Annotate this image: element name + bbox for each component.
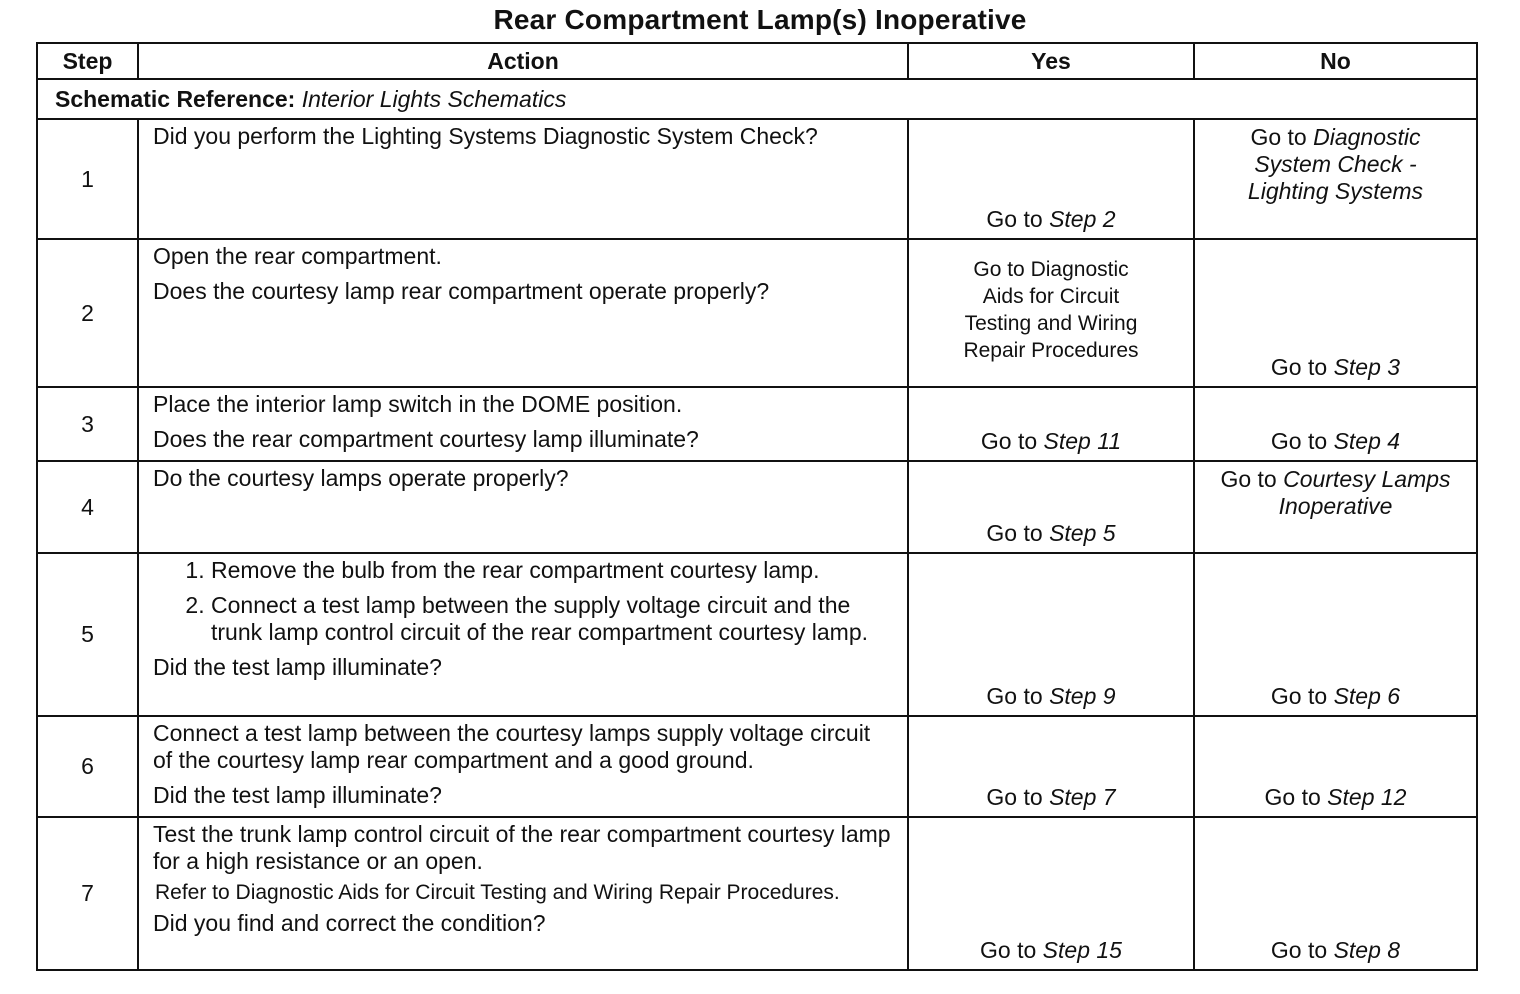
action-reference: Refer to Diagnostic Aids for Circuit Testing and Wiring Repair Procedures. <box>155 881 840 904</box>
action-text: Test the trunk lamp control circuit of the rear compartment courtesy lamp for a high resistance or an open. <box>153 821 891 874</box>
action-cell <box>138 817 908 970</box>
list-item: 1. Remove the bulb from the rear compartment courtesy lamp. <box>211 557 893 584</box>
yes-target: Step 7 <box>1049 784 1116 810</box>
no-cell <box>1194 461 1477 553</box>
step-number: 6 <box>37 716 138 817</box>
list-item: 2. Connect a test lamp between the supply voltage circuit and the trunk lamp control circuit of the rear compartment courtesy lamp. <box>211 592 893 646</box>
schematic-reference <box>37 79 1477 119</box>
yes-cell <box>908 387 1194 461</box>
yes-target: Step 5 <box>1049 520 1116 546</box>
no-cell <box>1194 716 1477 817</box>
step-number: 7 <box>37 817 138 970</box>
action-question: Did the test lamp illuminate? <box>153 654 442 680</box>
goto-text: Go to <box>1270 428 1328 454</box>
yes-cell <box>908 716 1194 817</box>
no-cell <box>1194 119 1477 239</box>
action-cell <box>138 461 908 553</box>
goto-text: Go to <box>980 428 1038 454</box>
schematic-reference-label: Schematic Reference: <box>55 85 296 112</box>
no-cell <box>1194 387 1477 461</box>
yes-cell <box>908 119 1194 239</box>
header-action: Action <box>138 43 908 79</box>
table-row <box>37 817 1477 970</box>
action-cell <box>138 553 908 716</box>
no-target: Courtesy Lamps Inoperative <box>1278 466 1451 519</box>
header-step: Step <box>37 43 138 79</box>
step-number: 3 <box>37 387 138 461</box>
goto-text: Go to <box>980 937 1037 963</box>
no-target: Step 3 <box>1333 354 1401 380</box>
yes-cell <box>908 239 1194 387</box>
action-text: Connect a test lamp between the courtesy lamps supply voltage circuit of the courtesy lamp rear compartment and a good ground. <box>153 720 871 773</box>
action-cell <box>138 239 908 387</box>
yes-target: Go to Diagnostic Aids for Circuit Testing and Wiring Repair Procedures <box>963 258 1139 362</box>
table-row <box>37 119 1477 239</box>
action-text: Open the rear compartment. <box>153 243 442 269</box>
goto-text: Go to <box>1270 683 1328 709</box>
action-cell <box>138 119 908 239</box>
goto-text: Go to <box>1270 937 1328 963</box>
step-number: 4 <box>37 461 138 553</box>
no-target: Diagnostic System Check - Lighting Systems <box>1247 124 1424 204</box>
action-text: Place the interior lamp switch in the DOME position. <box>153 391 683 417</box>
page-title: Rear Compartment Lamp(s) Inoperative <box>493 4 1027 35</box>
goto-text: Go to <box>986 206 1043 232</box>
goto-text: Go to <box>1220 466 1277 492</box>
yes-cell <box>908 553 1194 716</box>
step-number: 2 <box>37 239 138 387</box>
schematic-reference-value: Interior Lights Schematics <box>301 85 567 112</box>
step-number: 5 <box>37 553 138 716</box>
yes-target: Step 11 <box>1043 428 1122 454</box>
table-row <box>37 387 1477 461</box>
schematic-reference-row <box>37 79 1477 119</box>
action-question: Does the courtesy lamp rear compartment operate properly? <box>153 278 770 304</box>
header-yes: Yes <box>908 43 1194 79</box>
action-cell <box>138 387 908 461</box>
goto-text: Go to <box>1250 124 1307 150</box>
action-text: Do the courtesy lamps operate properly? <box>153 465 569 491</box>
header-no: No <box>1194 43 1477 79</box>
no-target: Step 8 <box>1333 937 1401 963</box>
no-target: Step 12 <box>1327 784 1407 810</box>
table-row <box>37 716 1477 817</box>
action-question: Does the rear compartment courtesy lamp illuminate? <box>153 426 699 452</box>
step-number: 1 <box>37 119 138 239</box>
table-row <box>37 553 1477 716</box>
no-cell <box>1194 817 1477 970</box>
table-row <box>37 461 1477 553</box>
diagnostic-table <box>36 42 1478 971</box>
no-target: Step 4 <box>1333 428 1401 454</box>
action-cell <box>138 716 908 817</box>
goto-text: Go to <box>986 683 1043 709</box>
yes-cell <box>908 461 1194 553</box>
action-list <box>153 557 893 646</box>
no-target: Step 6 <box>1333 683 1401 709</box>
action-question: Did you find and correct the condition? <box>153 910 546 936</box>
goto-text: Go to <box>986 520 1043 546</box>
action-question: Did the test lamp illuminate? <box>153 782 442 808</box>
yes-cell <box>908 817 1194 970</box>
goto-text: Go to <box>986 784 1043 810</box>
yes-target: Step 15 <box>1042 937 1122 963</box>
no-cell <box>1194 553 1477 716</box>
no-cell <box>1194 239 1477 387</box>
goto-text: Go to <box>1270 354 1328 380</box>
yes-target: Step 9 <box>1049 683 1116 709</box>
action-text: Did you perform the Lighting Systems Diagnostic System Check? <box>153 123 818 149</box>
yes-target: Step 2 <box>1049 206 1116 232</box>
header-row <box>37 43 1477 79</box>
goto-text: Go to <box>1264 784 1321 810</box>
table-row <box>37 239 1477 387</box>
